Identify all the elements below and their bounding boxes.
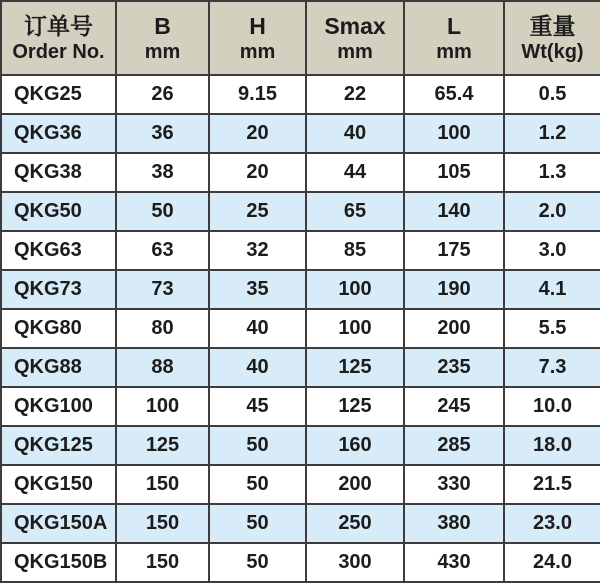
- header-b-unit: mm: [144, 40, 181, 63]
- cell-b: 63: [116, 231, 209, 270]
- cell-h: 40: [209, 348, 306, 387]
- cell-order-no: QKG38: [1, 153, 116, 192]
- header-l-unit: mm: [436, 40, 472, 63]
- cell-wt: 3.0: [504, 231, 600, 270]
- table-row: [1, 270, 600, 309]
- header-l: [404, 1, 504, 75]
- table-row: [1, 231, 600, 270]
- cell-b: 88: [116, 348, 209, 387]
- cell-h: 50: [209, 543, 306, 582]
- cell-l: 200: [404, 309, 504, 348]
- cell-h: 50: [209, 426, 306, 465]
- header-weight-cn: 重量: [529, 12, 576, 39]
- header-b: [116, 1, 209, 75]
- cell-order-no: QKG150: [1, 465, 116, 504]
- table-row: [1, 309, 600, 348]
- cell-h: 45: [209, 387, 306, 426]
- header-smax-symbol: Smax: [324, 12, 386, 39]
- cell-wt: 7.3: [504, 348, 600, 387]
- cell-order-no: QKG150B: [1, 543, 116, 582]
- cell-smax: 100: [306, 309, 404, 348]
- cell-smax: 200: [306, 465, 404, 504]
- table-row: [1, 192, 600, 231]
- cell-wt: 21.5: [504, 465, 600, 504]
- cell-b: 100: [116, 387, 209, 426]
- cell-order-no: QKG25: [1, 75, 116, 114]
- cell-l: 430: [404, 543, 504, 582]
- header-order-no-cn: 订单号: [24, 12, 93, 39]
- header-b-symbol: B: [154, 12, 171, 39]
- cell-order-no: QKG88: [1, 348, 116, 387]
- cell-l: 140: [404, 192, 504, 231]
- cell-b: 150: [116, 465, 209, 504]
- cell-b: 36: [116, 114, 209, 153]
- cell-l: 65.4: [404, 75, 504, 114]
- cell-order-no: QKG125: [1, 426, 116, 465]
- cell-wt: 4.1: [504, 270, 600, 309]
- cell-h: 20: [209, 153, 306, 192]
- cell-order-no: QKG63: [1, 231, 116, 270]
- cell-l: 100: [404, 114, 504, 153]
- header-h-symbol: H: [249, 12, 266, 39]
- cell-order-no: QKG73: [1, 270, 116, 309]
- header-smax-unit: mm: [337, 40, 373, 63]
- cell-smax: 125: [306, 348, 404, 387]
- cell-wt: 10.0: [504, 387, 600, 426]
- table-row: [1, 348, 600, 387]
- cell-smax: 44: [306, 153, 404, 192]
- cell-l: 285: [404, 426, 504, 465]
- cell-wt: 24.0: [504, 543, 600, 582]
- header-l-symbol: L: [446, 12, 462, 39]
- cell-wt: 23.0: [504, 504, 600, 543]
- cell-smax: 22: [306, 75, 404, 114]
- header-weight: [504, 1, 600, 75]
- cell-smax: 160: [306, 426, 404, 465]
- cell-h: 40: [209, 309, 306, 348]
- cell-wt: 1.3: [504, 153, 600, 192]
- cell-b: 50: [116, 192, 209, 231]
- cell-h: 9.15: [209, 75, 306, 114]
- cell-h: 50: [209, 504, 306, 543]
- cell-wt: 0.5: [504, 75, 600, 114]
- cell-b: 73: [116, 270, 209, 309]
- cell-smax: 40: [306, 114, 404, 153]
- cell-b: 38: [116, 153, 209, 192]
- cell-order-no: QKG100: [1, 387, 116, 426]
- cell-wt: 1.2: [504, 114, 600, 153]
- cell-b: 26: [116, 75, 209, 114]
- cell-l: 190: [404, 270, 504, 309]
- cell-h: 50: [209, 465, 306, 504]
- cell-smax: 100: [306, 270, 404, 309]
- header-row: [1, 1, 600, 75]
- cell-smax: 85: [306, 231, 404, 270]
- table-row: [1, 543, 600, 582]
- table-row: [1, 114, 600, 153]
- table-row: [1, 387, 600, 426]
- cell-l: 380: [404, 504, 504, 543]
- cell-l: 245: [404, 387, 504, 426]
- cell-h: 25: [209, 192, 306, 231]
- cell-order-no: QKG80: [1, 309, 116, 348]
- cell-b: 150: [116, 504, 209, 543]
- table-row: [1, 465, 600, 504]
- cell-smax: 250: [306, 504, 404, 543]
- cell-h: 35: [209, 270, 306, 309]
- header-weight-unit: Wt(kg): [521, 40, 584, 63]
- header-h: [209, 1, 306, 75]
- table-row: [1, 426, 600, 465]
- cell-h: 32: [209, 231, 306, 270]
- cell-smax: 300: [306, 543, 404, 582]
- cell-order-no: QKG50: [1, 192, 116, 231]
- header-order-no-en: Order No.: [12, 40, 105, 63]
- cell-order-no: QKG36: [1, 114, 116, 153]
- header-h-unit: mm: [239, 40, 276, 63]
- cell-l: 105: [404, 153, 504, 192]
- table-row: [1, 75, 600, 114]
- cell-order-no: QKG150A: [1, 504, 116, 543]
- cell-wt: 2.0: [504, 192, 600, 231]
- cell-h: 20: [209, 114, 306, 153]
- header-smax: [306, 1, 404, 75]
- cell-b: 150: [116, 543, 209, 582]
- cell-wt: 5.5: [504, 309, 600, 348]
- cell-smax: 65: [306, 192, 404, 231]
- cell-l: 175: [404, 231, 504, 270]
- table-row: [1, 153, 600, 192]
- table-row: [1, 504, 600, 543]
- cell-l: 330: [404, 465, 504, 504]
- cell-l: 235: [404, 348, 504, 387]
- cell-b: 125: [116, 426, 209, 465]
- cell-wt: 18.0: [504, 426, 600, 465]
- cell-smax: 125: [306, 387, 404, 426]
- header-order-no: [1, 1, 116, 75]
- cell-b: 80: [116, 309, 209, 348]
